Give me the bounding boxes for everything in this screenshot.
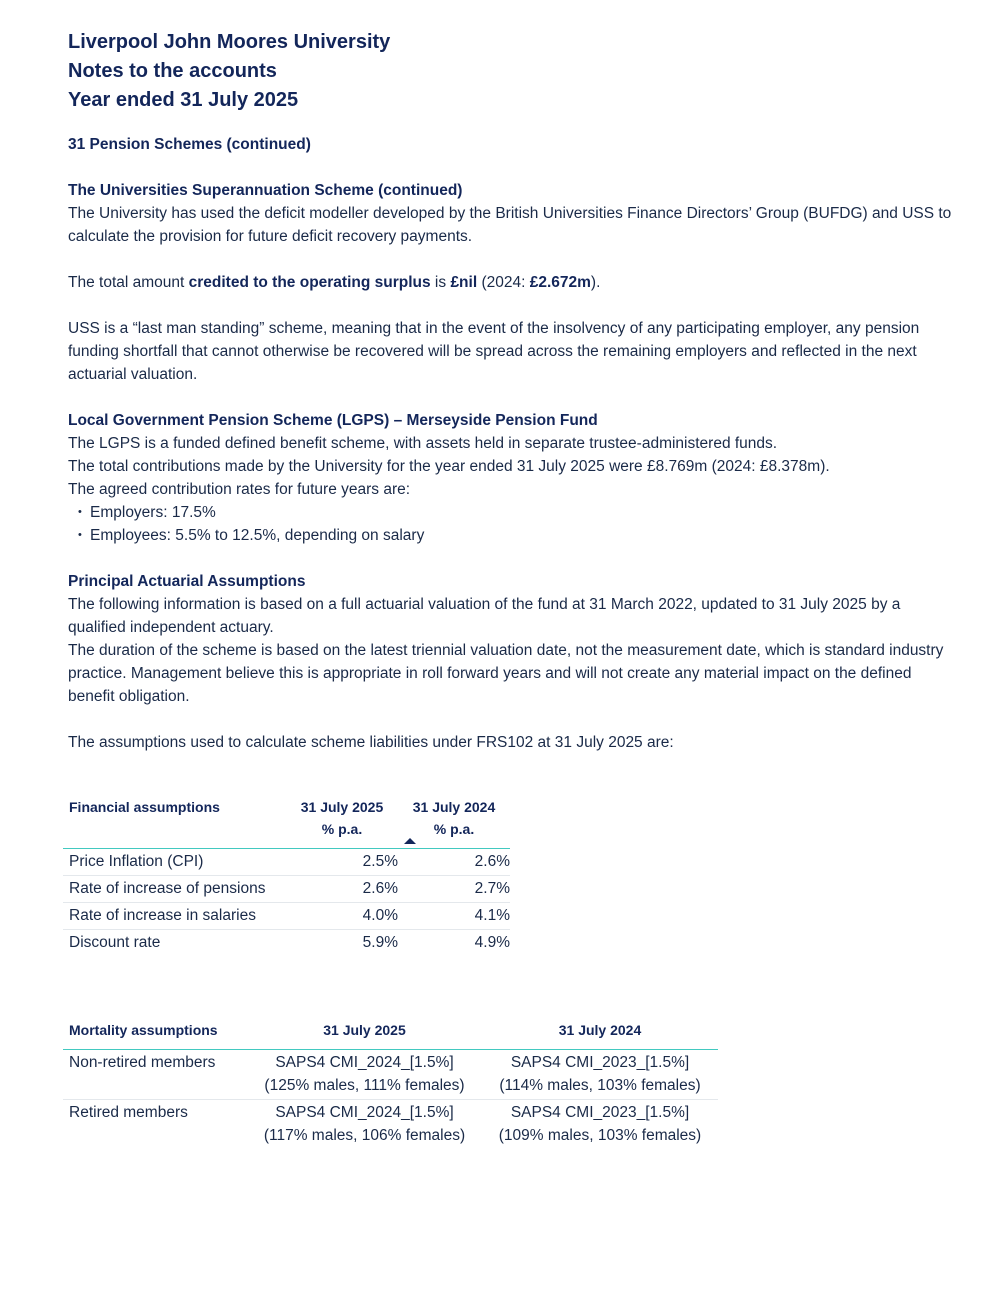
lgps-line-1: The LGPS is a funded defined benefit scheme, with assets held in separate trustee-administered funds. (68, 435, 778, 452)
sort-arrow-icon (404, 838, 416, 844)
mortality-header-2025: 31 July 2025 (323, 1022, 406, 1038)
list-item: • Employees: 5.5% to 12.5%, depending on salary (78, 524, 953, 547)
table-header-row (63, 1019, 718, 1050)
period-title: Year ended 31 July 2025 (68, 89, 299, 111)
mortality-header-label: Mortality assumptions (69, 1022, 218, 1038)
actuarial-para-3: The assumptions used to calculate scheme liabilities under FRS102 at 31 July 2025 are: (68, 734, 674, 751)
document-page (68, 28, 953, 754)
table-row: Retired members SAPS4 CMI_2024_[1.5%] (117% males, 106% females) SAPS4 CMI_2023_[1.5%] (109% males, 103% females) (63, 1100, 718, 1150)
uss-para-1: The University has used the deficit modeller developed by the British Universities Finance Directors’ Group (BUFDG) and USS to calculate the provision for future deficit recovery payments. (68, 205, 952, 245)
doc-title: Notes to the accounts (68, 60, 277, 82)
table-row: Price Inflation (CPI) 2.5% 2.6% (69, 853, 510, 870)
actuarial-para-1: The following information is based on a full actuarial valuation of the fund at 31 March 2022, updated to 31 July 2025 by a qualified independent actuary. (68, 596, 901, 636)
uss-credit-line: The total amount credited to the operating surplus is £nil (2024: £2.672m). (68, 274, 601, 291)
mortality-assumptions-table (63, 1019, 718, 1149)
lgps-line-3: The agreed contribution rates for future years are: (68, 481, 411, 498)
section-title: 31 Pension Schemes (continued) (68, 136, 311, 153)
lgps-heading: Local Government Pension Scheme (LGPS) – Merseyside Pension Fund (68, 412, 598, 429)
lgps-line-2: The total contributions made by the University for the year ended 31 July 2025 were £8.769m (2024: £8.378m). (68, 458, 830, 475)
actuarial-heading: Principal Actuarial Assumptions (68, 573, 306, 590)
list-item: • Employers: 17.5% (78, 501, 953, 524)
contribution-rates-list (68, 501, 953, 547)
financial-header-label: Financial assumptions (69, 799, 220, 815)
table-row: Discount rate 5.9% 4.9% (63, 930, 510, 957)
table-row: Rate of increase of pensions 2.6% 2.7% (63, 876, 510, 903)
table-row: Rate of increase in salaries 4.0% 4.1% (63, 903, 510, 930)
uss-para-3: USS is a “last man standing” scheme, meaning that in the event of the insolvency of any participating employer, any pension funding shortfall that cannot otherwise be recovered will be spread across the remaining employers and reflected in the next actuarial valuation. (68, 320, 920, 383)
org-title: Liverpool John Moores University (68, 31, 391, 53)
financial-assumptions-table (63, 796, 510, 956)
financial-header-2024: 31 July 2024 % p.a. (412, 799, 496, 837)
table-header-row (63, 796, 510, 849)
table-row: Non-retired members SAPS4 CMI_2024_[1.5%] (125% males, 111% females) SAPS4 CMI_2023_[1.5%] (114% males, 103% females) (69, 1054, 701, 1094)
uss-heading: The Universities Superannuation Scheme (continued) (68, 182, 463, 199)
mortality-header-2024: 31 July 2024 (558, 1022, 642, 1038)
actuarial-para-2: The duration of the scheme is based on the latest triennial valuation date, not the measurement date, which is standard industry practice. Management believe this is appropriate in roll forward years and will not create any material impact on the defined benefit obligation. (68, 642, 944, 705)
financial-header-2025: 31 July 2025 % p.a. (300, 799, 384, 837)
